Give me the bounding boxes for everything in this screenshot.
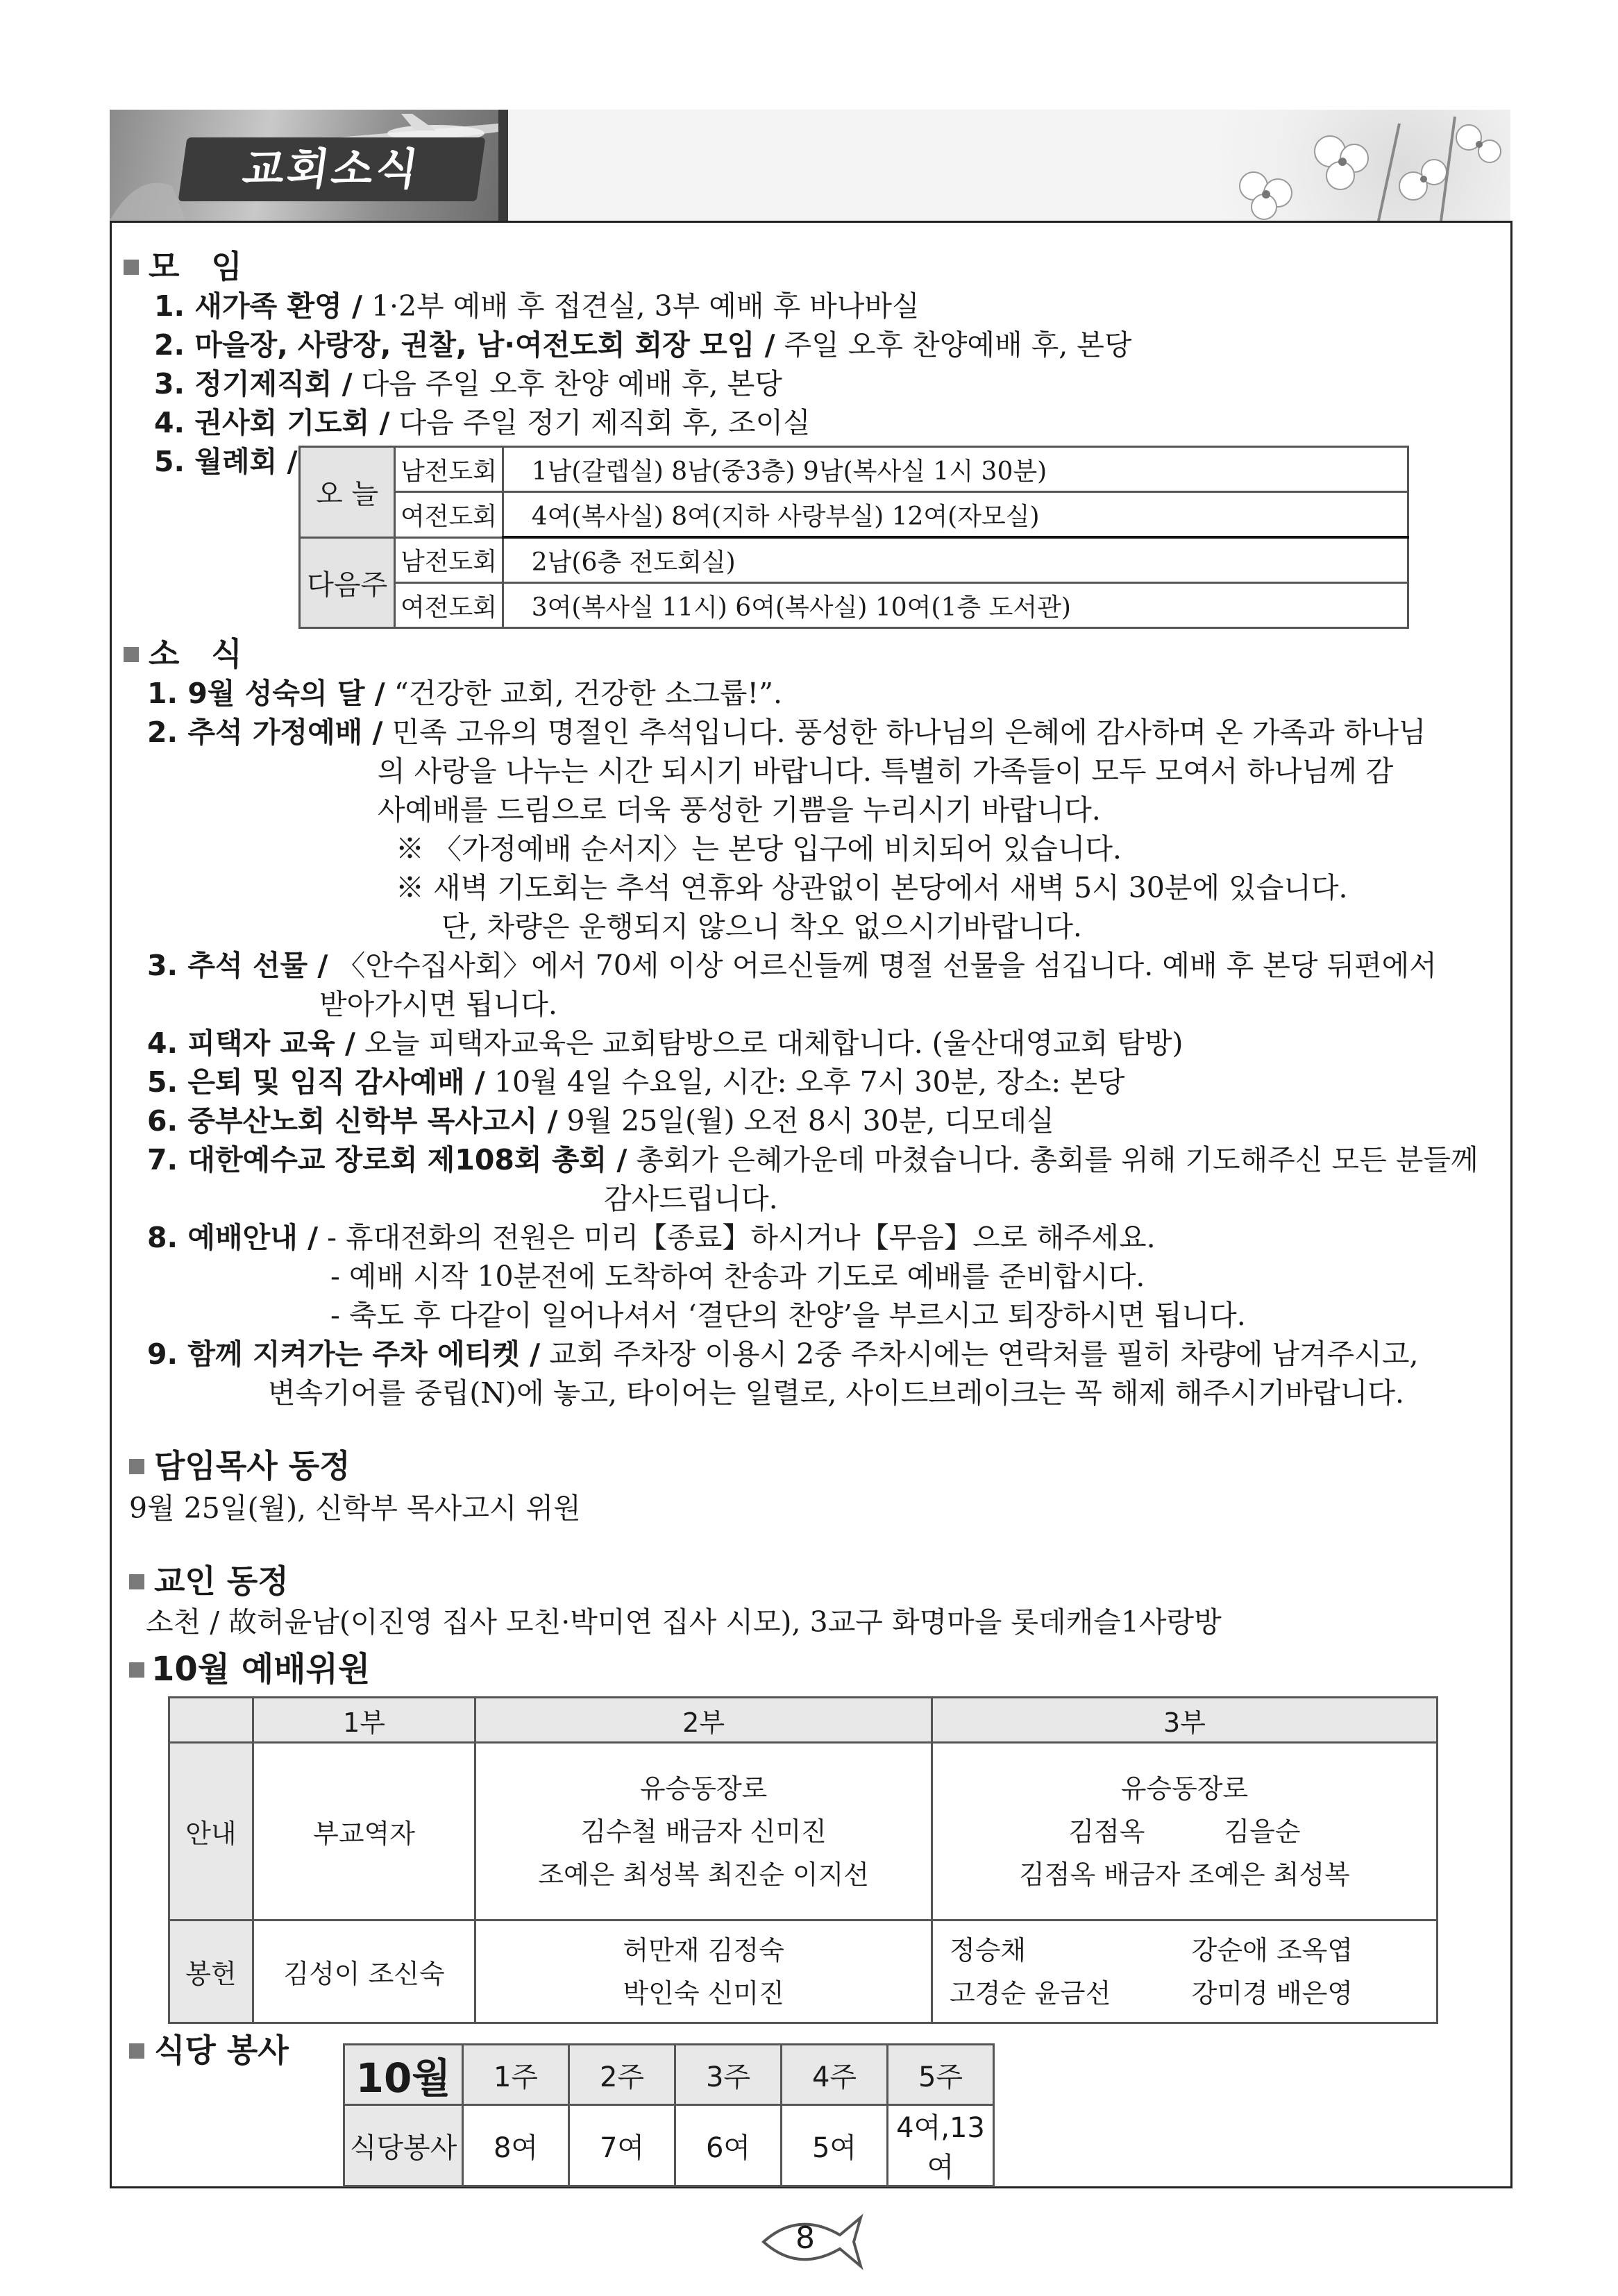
news-text: 9월 25일(월) 오전 8시 30분, 디모데실 — [557, 1104, 1054, 1138]
news-line — [147, 709, 1426, 750]
news-line — [396, 826, 1122, 867]
page-title: 교회소식 — [178, 137, 486, 201]
name-line: 박인숙 신미진 — [623, 1977, 784, 2009]
item-text: 다음 주일 정기 제직회 후, 조이실 — [389, 406, 811, 439]
name-line: 허만재 김정숙 — [623, 1934, 784, 1966]
name-line: 김수철 배금자 신미진 — [580, 1816, 827, 1847]
members-heading-text: 교인 동정 — [154, 1562, 289, 1600]
name-line: 강미경 배은영 — [1191, 1977, 1353, 2009]
news-label: 7. 대한예수교 장로회 제108회 총회 / — [147, 1143, 627, 1176]
week-header: 4주 — [782, 2045, 888, 2105]
bullet-square-icon — [129, 1459, 144, 1474]
news-line — [147, 670, 782, 711]
news-text: ※ 새벽 기도회는 추석 연휴와 상관없이 본당에서 새벽 5시 30분에 있습니다. — [396, 871, 1348, 904]
bullet-square-icon — [124, 260, 139, 275]
news-text: 〈안수집사회〉에서 70세 이상 어르신들께 명절 선물을 섬깁니다. 예배 후 본당 뒤편에서 — [328, 949, 1437, 982]
group-value: 4여(복사실) 8여(지하 사랑부실) 12여(자모실) — [503, 492, 1408, 538]
offering-1: 김성이 조신숙 — [253, 1921, 475, 2023]
page-number-text: 8 — [795, 2220, 815, 2256]
news-line — [268, 1370, 1404, 1411]
news-line — [396, 865, 1348, 906]
page-number — [757, 2211, 868, 2273]
news-text: 오늘 피택자교육은 교회탐방으로 대체합니다. (울산대영교회 탐방) — [355, 1027, 1183, 1060]
column-header: 1부 — [253, 1698, 475, 1743]
item-label: 5. 월례회 / — [154, 445, 298, 478]
item-text: 다음 주일 오후 찬양 예배 후, 본당 — [352, 367, 782, 400]
group-cell: 7여 — [569, 2105, 675, 2186]
members-heading — [129, 1556, 289, 1602]
flower-icon — [1149, 110, 1510, 221]
next-week-label: 다음주 — [300, 537, 395, 628]
group-name: 남전도회 — [395, 537, 503, 583]
news-line — [319, 981, 557, 1022]
kitchen-heading-text: 식당 봉사 — [154, 2032, 289, 2069]
members-text: 소천 / 故허윤남(이진영 집사 모친·박미연 집사 시모), 3교구 화명마을 롯데캐슬1사랑방 — [146, 1605, 1222, 1639]
news-label: 1. 9월 성숙의 달 / — [147, 677, 385, 710]
news-label: 8. 예배안내 / — [147, 1221, 319, 1254]
guide-1: 부교역자 — [253, 1743, 475, 1921]
week-header: 2주 — [569, 2045, 675, 2105]
group-cell: 4여,13여 — [888, 2105, 994, 2186]
news-text: ※ 〈가정예배 순서지〉는 본당 입구에 비치되어 있습니다. — [396, 832, 1122, 866]
news-text: “건강한 교회, 건강한 소그룹!”. — [385, 677, 782, 710]
pastor-heading — [129, 1441, 351, 1487]
news-line — [147, 943, 1437, 984]
group-cell: 8여 — [463, 2105, 569, 2186]
offering-3-left — [950, 1929, 1111, 2015]
guide-3 — [932, 1743, 1438, 1921]
group-name: 여전도회 — [395, 583, 503, 628]
column-header: 2부 — [475, 1698, 932, 1743]
guide-label: 안내 — [169, 1743, 253, 1921]
item-text: 1·2부 예배 후 접견실, 3부 예배 후 바나바실 — [362, 289, 920, 323]
news-line — [147, 1137, 1478, 1178]
monthly-meeting-table — [298, 446, 1409, 629]
meeting-item — [154, 283, 920, 324]
group-value: 3여(복사실 11시) 6여(복사실) 10여(1층 도서관) — [503, 583, 1408, 628]
news-line — [147, 1215, 1156, 1256]
news-line — [330, 1253, 1145, 1294]
name-line: 고경순 윤금선 — [950, 1977, 1111, 2009]
news-text: - 축도 후 다같이 일어나셔서 ‘결단의 찬양’을 부르시고 퇴장하시면 됩니다. — [330, 1299, 1246, 1332]
item-label: 1. 새가족 환영 / — [154, 289, 362, 323]
item-label: 3. 정기제직회 / — [154, 367, 353, 400]
group-value: 1남(갈렙실) 8남(중3층) 9남(복사실 1시 30분) — [503, 447, 1408, 492]
bullet-square-icon — [124, 647, 139, 662]
news-heading-text: 소 식 — [149, 635, 242, 673]
news-line — [378, 748, 1393, 789]
meeting-item — [154, 400, 811, 441]
column-header: 3부 — [932, 1698, 1438, 1743]
offering-3-grid — [933, 1929, 1436, 2015]
worship-heading-text: 10월 예배위원 — [151, 1650, 371, 1689]
group-name: 여전도회 — [395, 492, 503, 538]
group-name: 남전도회 — [395, 447, 503, 492]
news-line — [604, 1176, 778, 1217]
news-text: 사예배를 드림으로 더욱 풍성한 기쁨을 누리시기 바랍니다. — [378, 793, 1101, 827]
news-text: 의 사랑을 나누는 시간 되시기 바랍니다. 특별히 가족들이 모두 모여서 하나님께 감 — [378, 754, 1394, 788]
flower-decoration — [1149, 110, 1510, 221]
offering-3-right — [1192, 1929, 1353, 2015]
meeting-heading — [124, 242, 242, 287]
kitchen-row-label: 식당봉사 — [344, 2105, 463, 2186]
group-cell: 5여 — [782, 2105, 888, 2186]
news-line — [147, 1059, 1125, 1100]
item-label: 4. 권사회 기도회 / — [154, 406, 390, 439]
offering-label: 봉헌 — [169, 1921, 253, 2023]
news-line — [441, 904, 1082, 945]
item-text: 주일 오후 찬양예배 후, 본당 — [775, 328, 1132, 362]
item-label: 2. 마을장, 사랑장, 권찰, 남·여전도회 회장 모임 / — [154, 328, 775, 362]
news-label: 3. 추석 선물 / — [147, 949, 328, 982]
news-label: 5. 은퇴 및 임직 감사예배 / — [147, 1065, 485, 1099]
header-banner — [110, 110, 1510, 223]
bullet-square-icon — [129, 1574, 144, 1589]
news-line — [147, 1331, 1419, 1372]
name-line: 조예은 최성복 최진순 이지선 — [538, 1859, 869, 1890]
name-line: 유승동장로 — [639, 1773, 768, 1804]
meeting-item — [154, 439, 297, 480]
news-label: 9. 함께 지켜가는 주차 에티켓 / — [147, 1337, 541, 1371]
news-text: 받아가시면 됩니다. — [319, 988, 557, 1021]
week-header: 5주 — [888, 2045, 994, 2105]
offering-3 — [932, 1921, 1438, 2023]
kitchen-month: 10월 — [344, 2045, 463, 2105]
bullet-square-icon — [129, 2043, 144, 2059]
news-text: 민족 고유의 명절인 추석입니다. 풍성한 하나님의 은혜에 감사하며 온 가족과 하나님 — [382, 716, 1426, 749]
news-text: 10월 4일 수요일, 시간: 오후 7시 30분, 장소: 본당 — [484, 1065, 1125, 1099]
news-text: 교회 주차장 이용시 2중 주차시에는 연락처를 필히 차량에 남겨주시고, — [540, 1337, 1419, 1371]
name-line: 유승동장로 — [1120, 1773, 1249, 1804]
news-text: 변속기어를 중립(N)에 놓고, 타이어는 일렬로, 사이드브레이크는 꼭 해제 해주시기바랍니다. — [268, 1376, 1405, 1410]
name-line: 강순애 조옥엽 — [1191, 1934, 1353, 1966]
pastor-heading-text: 담임목사 동정 — [154, 1447, 351, 1485]
news-text: 감사드립니다. — [604, 1182, 778, 1215]
name-line: 김점옥 김을순 — [1068, 1816, 1301, 1847]
pastor-text: 9월 25일(월), 신학부 목사고시 위원 — [129, 1492, 581, 1525]
kitchen-heading — [129, 2025, 289, 2071]
today-label: 오 늘 — [300, 447, 395, 538]
name-line: 정승채 — [950, 1934, 1027, 1966]
group-value: 2남(6층 전도회실) — [503, 537, 1408, 583]
offering-2 — [475, 1921, 932, 2023]
news-label: 6. 중부산노회 신학부 목사고시 / — [147, 1104, 558, 1138]
group-cell: 6여 — [675, 2105, 782, 2186]
news-line — [378, 787, 1101, 828]
news-text: - 예배 시작 10분전에 도착하여 찬송과 기도로 예배를 준비합시다. — [330, 1260, 1145, 1293]
news-line — [147, 1098, 1054, 1139]
corner-cell — [169, 1698, 253, 1743]
guide-2 — [475, 1743, 932, 1921]
news-text: 단, 차량은 운행되지 않으니 착오 없으시기바랍니다. — [441, 910, 1082, 943]
news-line — [147, 1020, 1183, 1061]
meeting-item — [154, 361, 782, 402]
meeting-heading-text: 모 임 — [149, 248, 242, 285]
worship-heading — [129, 1642, 370, 1690]
kitchen-service-table — [343, 2043, 995, 2187]
meeting-item — [154, 322, 1131, 363]
news-line — [330, 1292, 1246, 1333]
news-label: 4. 피택자 교육 / — [147, 1027, 355, 1060]
bullet-square-icon — [129, 1662, 144, 1678]
news-text: 총회가 은혜가운데 마쳤습니다. 총회를 위해 기도해주신 모든 분들께 — [627, 1143, 1478, 1176]
worship-committee-table — [168, 1696, 1438, 2024]
week-header: 1주 — [463, 2045, 569, 2105]
week-header: 3주 — [675, 2045, 782, 2105]
news-heading — [124, 629, 242, 675]
news-text: - 휴대전화의 전원은 미리【종료】하시거나【무음】으로 해주세요. — [318, 1221, 1156, 1254]
news-label: 2. 추석 가정예배 / — [147, 716, 383, 749]
banner-separator — [498, 110, 508, 221]
name-line: 김점옥 배금자 조예은 최성복 — [1019, 1859, 1350, 1890]
